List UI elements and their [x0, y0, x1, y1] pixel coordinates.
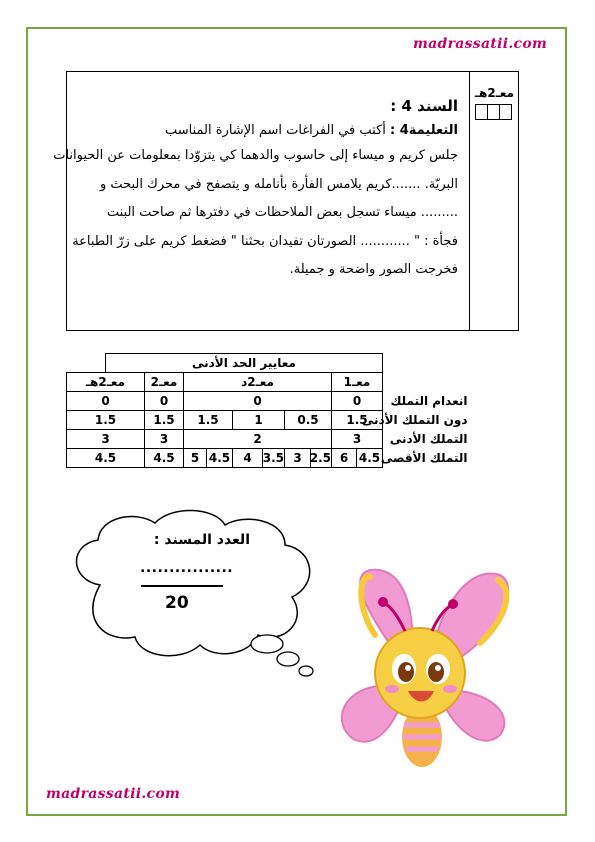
cell-m1: 0 [332, 392, 383, 411]
cell-m2h: 1.5 [67, 411, 145, 430]
criterion-side-column [469, 72, 518, 330]
cell-m2d: 3 [285, 449, 311, 468]
paragraph-line: البريّة. .......كريم يلامس الفأرة بأنامله و يتصفح في محرك البحث و [99, 176, 458, 192]
cell-m2d: 2 [184, 430, 332, 449]
cell-m2d: 2.5 [311, 449, 332, 468]
butterfly-illustration [300, 565, 532, 775]
header-m1: معـ1 [332, 373, 383, 392]
row-label: انعدام التملك [390, 394, 468, 408]
paragraph-line: جلس كريم و ميساء إلى حاسوب والدهما كي يتزوّدا بمعلومات عن الحيوانات [53, 148, 458, 163]
cell-m2d: 5 [184, 449, 207, 468]
criterion-score-boxes [475, 104, 512, 120]
table-row [67, 411, 471, 430]
score-label: العدد المسند : [153, 532, 250, 548]
cell-m2h: 4.5 [67, 449, 145, 468]
paragraph-line: فخرجت الصور واضحة و جميلة. [289, 262, 458, 277]
score-numerator-blank: ................ [140, 560, 234, 576]
row-label: دون التملك الأدنى [361, 413, 468, 427]
cell-m2d: 0.5 [285, 411, 332, 430]
criterion-label: معـ2هـ [474, 86, 514, 100]
score-box [487, 105, 499, 119]
cell-m2d: 4 [233, 449, 263, 468]
header-m2h: معـ2هـ [67, 373, 145, 392]
exercise-paragraph [53, 142, 458, 285]
cell-m2: 3 [145, 430, 184, 449]
cell-m2: 1.5 [145, 411, 184, 430]
cell-m2d: 1 [233, 411, 285, 430]
score-box [499, 105, 511, 119]
instruction [77, 123, 458, 138]
row-label: التملك الأدنى [389, 432, 468, 446]
table-row [67, 449, 471, 468]
cell-m2: 0 [145, 392, 184, 411]
cell-m2d: 3.5 [263, 449, 285, 468]
instruction-text: أكتب في الفراغات اسم الإشارة المناسب [164, 123, 391, 138]
cell-m1: 6 [332, 449, 357, 468]
table-title: معايير الحد الأدنى [106, 354, 383, 373]
cell-m1: 3 [332, 430, 383, 449]
cell-m2h: 0 [67, 392, 145, 411]
cell-m1: 1.5 [332, 411, 383, 430]
table-row [67, 392, 471, 411]
table-row [67, 430, 471, 449]
cell-m2d: 4.5 [207, 449, 233, 468]
brand-watermark-top: madrassatii.com [413, 36, 548, 52]
paragraph-line: ......... ميساء تسجل بعض الملاحظات في دفترها ثم صاحت البنت [106, 205, 458, 220]
sanad-title: السند 4 : [390, 97, 458, 115]
table-header-row [67, 373, 471, 392]
score-denominator: 20 [165, 593, 189, 613]
cell-m2h: 3 [67, 430, 145, 449]
header-m2d: معـ2د [184, 373, 332, 392]
score-box [476, 105, 487, 119]
table-title-row [67, 354, 471, 373]
instruction-label: التعليمة4 : [390, 123, 458, 138]
cell-m2d: 1.5 [184, 411, 233, 430]
sanad-content [53, 97, 458, 285]
criteria-table [66, 353, 471, 468]
cell-m1: 4.5 [357, 449, 383, 468]
header-m2: معـ2 [145, 373, 184, 392]
brand-watermark-bottom: madrassatii.com [46, 786, 181, 802]
row-label: التملك الأقصى [380, 451, 468, 465]
sanad-box [53, 71, 519, 331]
cell-m2: 4.5 [145, 449, 184, 468]
fraction-bar [141, 585, 223, 587]
cell-m2d: 0 [184, 392, 332, 411]
paragraph-line: فجأة : " ............ الصورتان تفيدان بحثنا " فضغط كريم على زرّ الطباعة [72, 233, 458, 249]
